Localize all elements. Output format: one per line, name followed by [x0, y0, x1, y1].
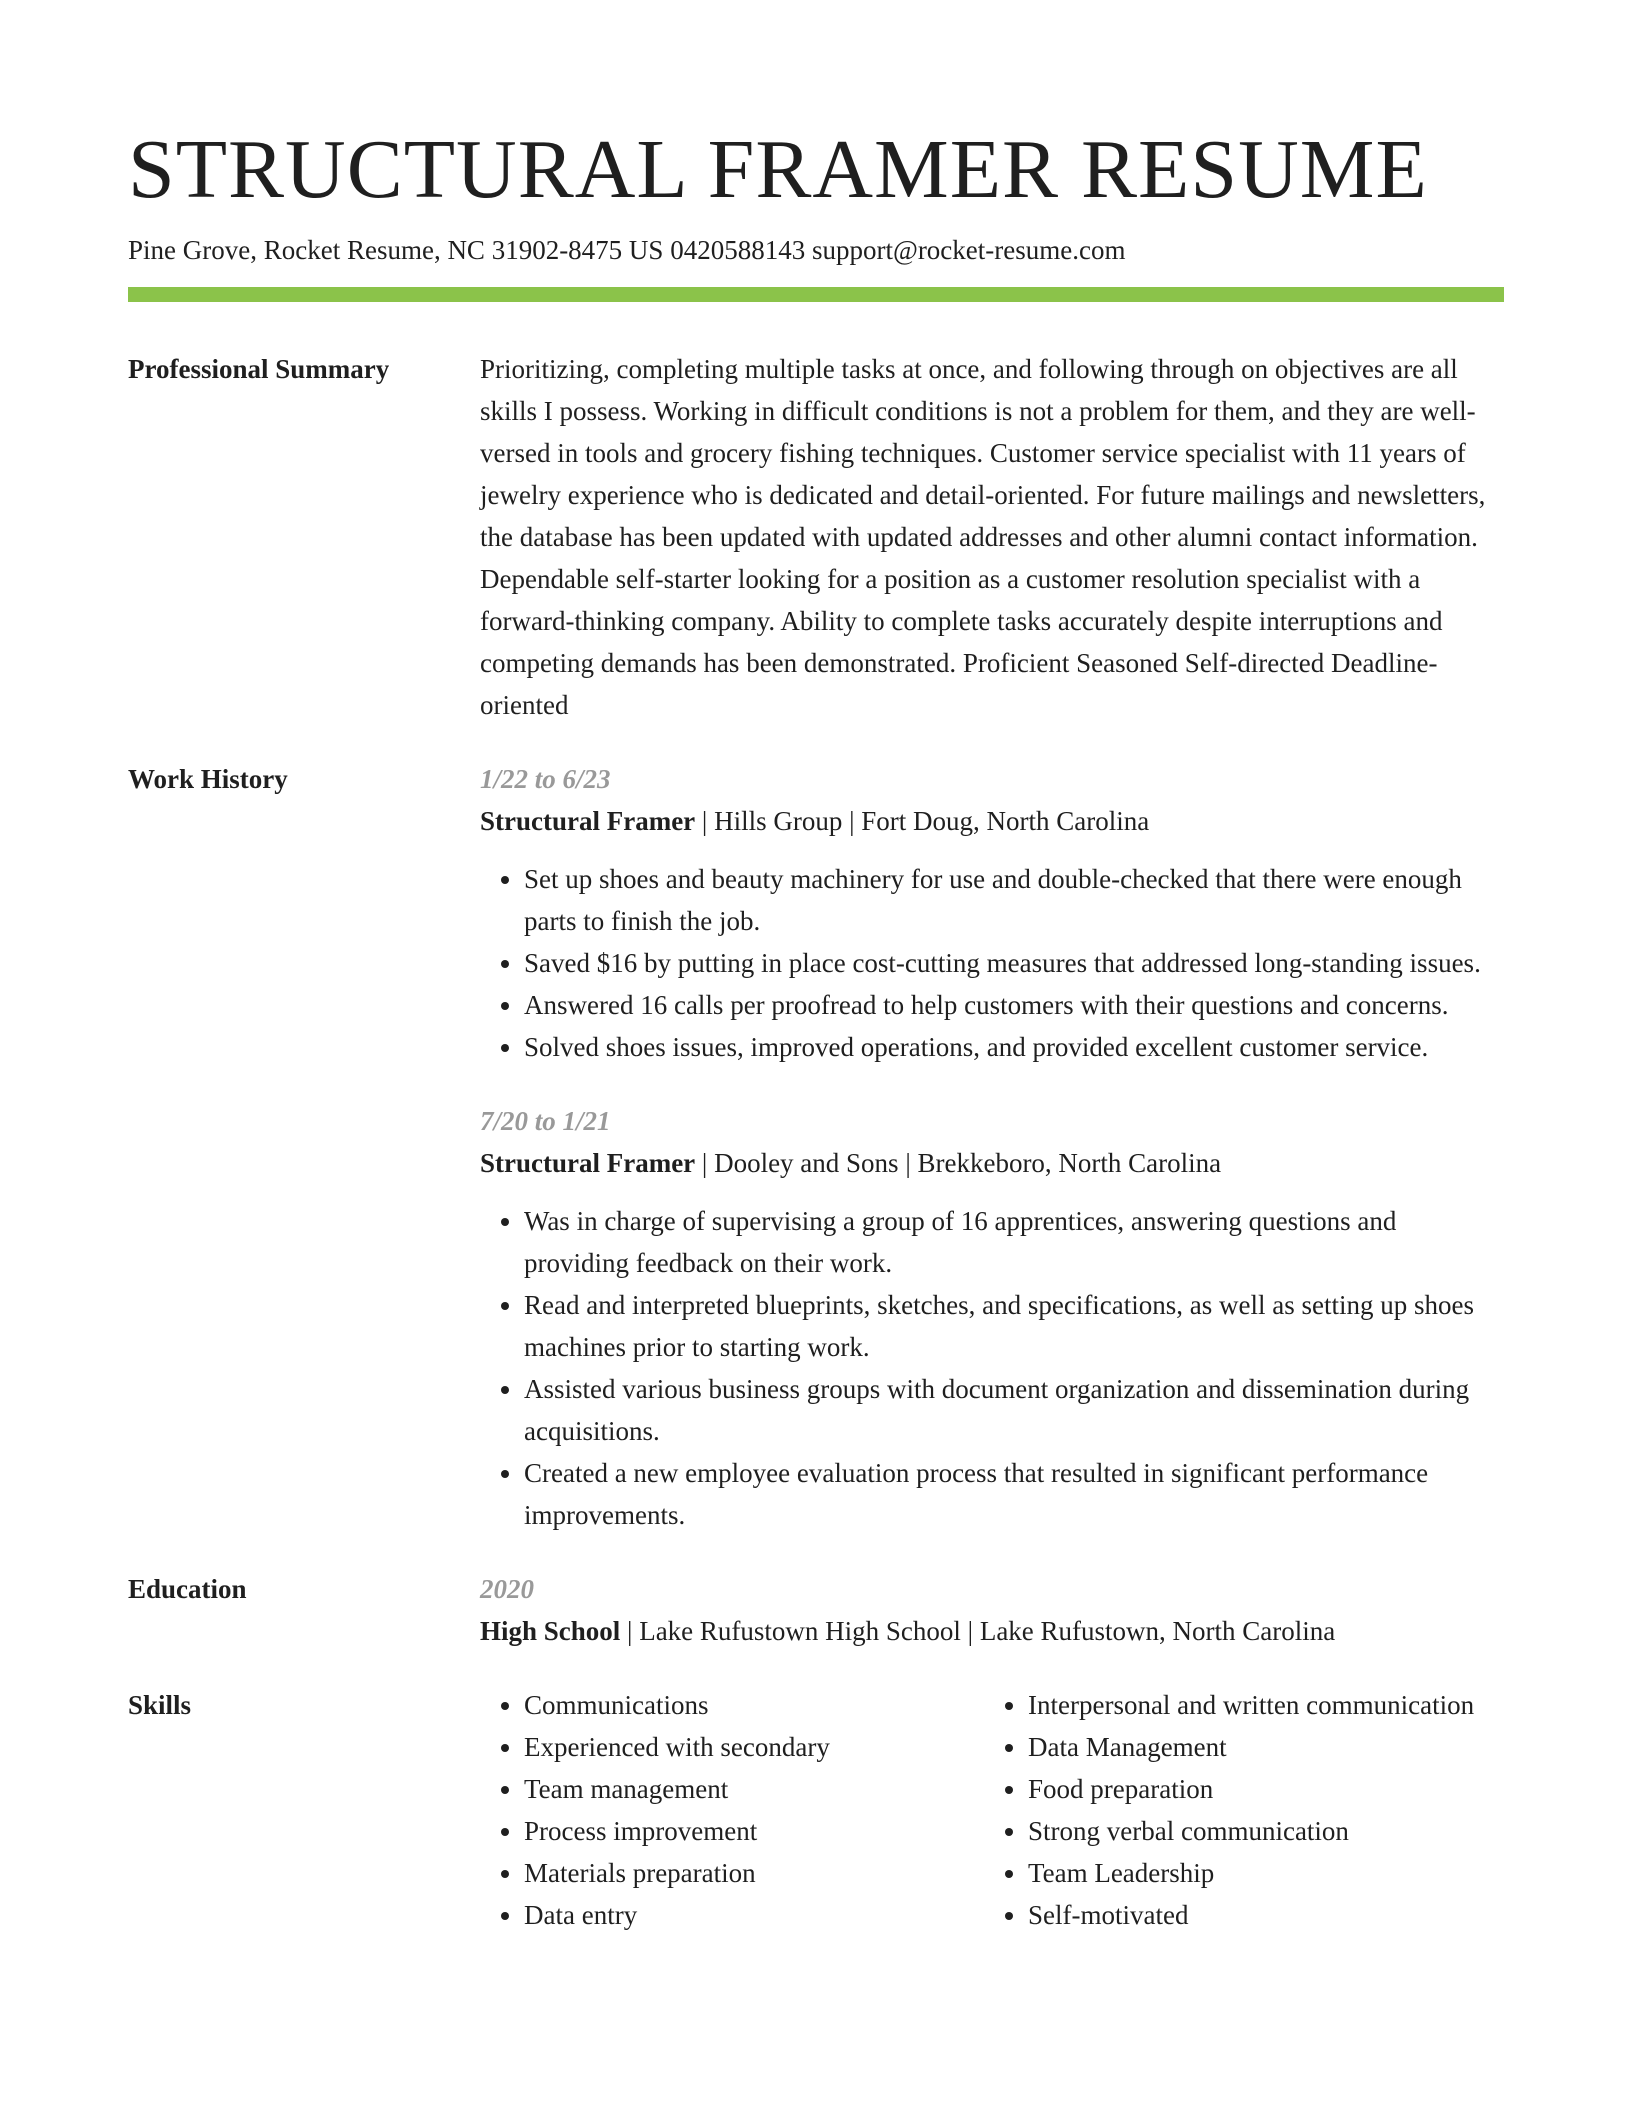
skill-item: • Materials preparation	[524, 1852, 984, 1894]
skill-item: • Experienced with secondary	[524, 1726, 984, 1768]
skill-item: • Team management	[524, 1768, 984, 1810]
contact-line: Pine Grove, Rocket Resume, NC 31902-8475 US 0420588143 support@rocket-resume.com	[128, 235, 1126, 265]
education-section	[128, 1568, 1504, 1652]
header-divider	[128, 287, 1504, 302]
skill-item: • Data entry	[524, 1894, 984, 1936]
job-bullets	[480, 1200, 1504, 1536]
skills-label: Skills	[128, 1690, 192, 1720]
job-dates: 7/20 to 1/21	[480, 1106, 611, 1136]
skill-item: • Strong verbal communication	[1028, 1810, 1488, 1852]
skill-item: • Process improvement	[524, 1810, 984, 1852]
skill-item: • Data Management	[1028, 1726, 1488, 1768]
summary-label: Professional Summary	[128, 354, 390, 384]
skills-body	[480, 1684, 1504, 1936]
education-date: 2020	[480, 1574, 534, 1604]
work-history-label: Work History	[128, 764, 288, 794]
job-bullet: • Saved $16 by putting in place cost-cutting measures that addressed long-standing issues.	[524, 942, 1504, 984]
education-line	[480, 1610, 1504, 1652]
skill-item: • Team Leadership	[1028, 1852, 1488, 1894]
summary-section	[128, 348, 1504, 726]
job-title-line	[480, 1142, 1504, 1184]
skills-list-left	[480, 1684, 984, 1936]
job-bullet: • Set up shoes and beauty machinery for use and double-checked that there were enough parts to finish the job.	[524, 858, 1504, 942]
skill-item: • Food preparation	[1028, 1768, 1488, 1810]
skills-list-right	[984, 1684, 1488, 1936]
job-entry	[480, 1100, 1504, 1536]
job-bullets	[480, 858, 1504, 1068]
skills-column-right	[984, 1684, 1488, 1936]
education-label: Education	[128, 1574, 247, 1604]
job-title-line	[480, 800, 1504, 842]
education-details: | Lake Rufustown High School | Lake Rufustown, North Carolina	[620, 1616, 1336, 1646]
job-role: Structural Framer	[480, 1148, 696, 1178]
job-bullet: • Was in charge of supervising a group of 16 apprentices, answering questions and providing feedback on their work.	[524, 1200, 1504, 1284]
job-bullet: • Created a new employee evaluation process that resulted in significant performance improvements.	[524, 1452, 1504, 1536]
job-role: Structural Framer	[480, 806, 696, 836]
job-bullet: • Read and interpreted blueprints, sketches, and specifications, as well as setting up shoes machines prior to starting work.	[524, 1284, 1504, 1368]
job-bullet: • Answered 16 calls per proofread to help customers with their questions and concerns.	[524, 984, 1504, 1026]
work-history-body	[480, 758, 1504, 1536]
education-body	[480, 1568, 1504, 1652]
skills-column-left	[480, 1684, 984, 1936]
work-history-section	[128, 758, 1504, 1536]
job-details: | Hills Group | Fort Doug, North Carolina	[695, 806, 1150, 836]
job-dates: 1/22 to 6/23	[480, 764, 611, 794]
resume-title: STRUCTURAL FRAMER RESUME	[128, 123, 1428, 216]
job-details: | Dooley and Sons | Brekkeboro, North Carolina	[695, 1148, 1222, 1178]
job-bullet: • Assisted various business groups with document organization and dissemination during acquisitions.	[524, 1368, 1504, 1452]
skill-item: • Interpersonal and written communication	[1028, 1684, 1488, 1726]
resume-page	[128, 118, 1504, 1936]
skill-item: • Self-motivated	[1028, 1894, 1488, 1936]
job-entry	[480, 758, 1504, 1068]
education-degree: High School	[480, 1616, 621, 1646]
job-bullet: • Solved shoes issues, improved operations, and provided excellent customer service.	[524, 1026, 1504, 1068]
skill-item: • Communications	[524, 1684, 984, 1726]
skills-section	[128, 1684, 1504, 1936]
summary-text: Prioritizing, completing multiple tasks at once, and following through on objectives are all skills I possess. Working in difficult conditions is not a problem for them, and they are well-versed in tools and grocery fishing techniques. Customer service specialist with 11 years of jewelry experience who is dedicated and detail-oriented. For future mailings and newsletters, the database has been updated with updated addresses and other alumni contact information. Dependable self-starter looking for a position as a customer resolution specialist with a forward-thinking company. Ability to complete tasks accurately despite interruptions and competing demands has been demonstrated. Proficient Seasoned Self-directed Deadline-oriented	[480, 354, 1486, 720]
